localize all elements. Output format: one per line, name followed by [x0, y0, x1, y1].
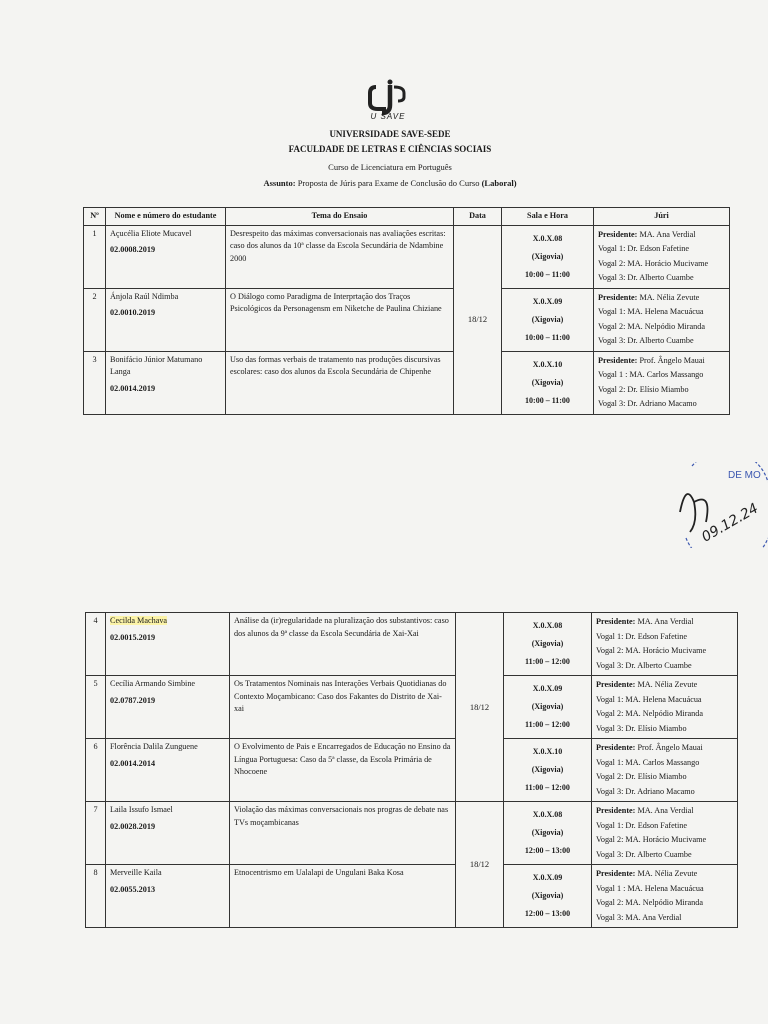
- student-cell: [106, 288, 226, 351]
- student-cell: [106, 351, 226, 414]
- student-name: Açucélia Eliote Mucavel: [110, 228, 192, 238]
- essay-theme: Análise da (ir)regularidade na pluralização dos substantivos: caso dos alunos da 9ª classe da Escola Secundária de Xai-Xai: [230, 613, 456, 676]
- logo-text: U SAVE: [370, 112, 406, 121]
- student-name: Cecília Armando Simbine: [110, 679, 196, 688]
- jury-vogal-1: Vogal 1: MA. Helena Macuácua: [596, 694, 702, 704]
- exam-date: 18/12: [454, 225, 502, 414]
- president-label: Presidente:: [598, 292, 638, 302]
- table-row: [86, 739, 738, 802]
- exam-time: 12:00 – 13:00: [524, 846, 571, 855]
- exam-time: 11:00 – 12:00: [525, 657, 570, 666]
- col-jury: Júri: [594, 208, 730, 226]
- exam-date: 18/12: [456, 802, 504, 928]
- room-code: X.0.X.09: [532, 873, 563, 882]
- room-code: X.0.X.08: [532, 233, 563, 243]
- student-id: 02.0008.2019: [110, 245, 156, 254]
- student-name: Merveille Kaila: [110, 868, 162, 877]
- jury-vogal-2: Vogal 2: MA. Nelpódio Miranda: [596, 709, 703, 718]
- jury-president: [598, 354, 725, 369]
- exam-time: 11:00 – 12:00: [525, 783, 570, 792]
- row-number: 6: [86, 739, 106, 802]
- jury-cell: [594, 288, 730, 351]
- essay-theme: Violação das máximas conversacionais nos progras de debate nas TVs moçambicanas: [230, 802, 456, 865]
- table-header-row: [84, 208, 730, 226]
- exam-time: 12:00 – 13:00: [524, 909, 571, 918]
- row-number: 7: [86, 802, 106, 865]
- student-id: 02.0010.2019: [110, 308, 156, 317]
- jury-vogal-2: Vogal 2: MA. Horácio Mucivame: [598, 258, 709, 268]
- row-number: 8: [86, 865, 106, 928]
- jury-cell: [594, 351, 730, 414]
- room-place: (Xigovia): [531, 639, 564, 648]
- president-label: Presidente:: [596, 680, 636, 689]
- jury-table-1: [83, 207, 730, 415]
- jury-vogal-1: Vogal 1: MA. Carlos Massango: [596, 757, 700, 767]
- room-place: (Xigovia): [531, 765, 564, 774]
- essay-theme: Os Tratamentos Nominais nas Interações Verbais Quotidianas do Contexto Moçambicano: Caso dos Fakantes do Distrito de Xai-xai: [230, 676, 456, 739]
- president-label: Presidente:: [596, 617, 636, 626]
- jury-vogal-2: Vogal 2: Dr. Elísio Miambo: [596, 772, 687, 781]
- president-name: MA. Ana Verdial: [637, 806, 694, 815]
- subject-label: Assunto:: [263, 178, 296, 188]
- jury-president: [596, 804, 733, 819]
- table-row: [84, 351, 730, 414]
- essay-theme: Uso das formas verbais de tratamento nas produções discursivas escolares: caso dos alunos da Escola Secundária de Chipenhe: [226, 351, 454, 414]
- exam-time: 10:00 – 11:00: [525, 395, 570, 405]
- room-code: X.0.X.09: [532, 684, 563, 693]
- room-place: (Xigovia): [531, 377, 564, 387]
- president-label: Presidente:: [598, 355, 638, 365]
- table-row: [86, 802, 738, 865]
- jury-vogal-2: Vogal 2: MA. Nelpódio Miranda: [598, 321, 705, 331]
- col-name: Nome e número do estudante: [106, 208, 226, 226]
- jury-cell: [592, 865, 738, 928]
- president-label: Presidente:: [598, 229, 638, 239]
- jury-vogal-3: Vogal 3: Dr. Adriano Macamo: [596, 786, 695, 796]
- signature-date: 09.12.24: [699, 500, 762, 546]
- student-cell: [106, 802, 230, 865]
- president-label: Presidente:: [596, 869, 636, 878]
- subject-mode: (Laboral): [481, 178, 517, 188]
- jury-vogal-3: Vogal 3: Dr. Alberto Cuambe: [596, 849, 692, 859]
- subject-text: Proposta de Júris para Exame de Conclusão do Curso: [297, 178, 480, 188]
- table-row: [86, 676, 738, 739]
- row-number: 1: [84, 225, 106, 288]
- exam-time: 10:00 – 11:00: [525, 332, 570, 342]
- subject-line: [180, 177, 600, 189]
- student-name: Laila Issufo Ismael: [110, 805, 173, 814]
- room-place: (Xigovia): [531, 828, 564, 837]
- col-n: Nº: [84, 208, 106, 226]
- table-row: [86, 865, 738, 928]
- faculty-name: FACULDADE DE LETRAS E CIÊNCIAS SOCIAIS: [288, 144, 492, 154]
- jury-table-2: [85, 612, 738, 928]
- exam-date: 18/12: [456, 613, 504, 802]
- student-id: 02.0787.2019: [110, 695, 156, 705]
- jury-vogal-3: Vogal 3: Dr. Alberto Cuambe: [596, 660, 692, 670]
- jury-vogal-3: Vogal 3: Dr. Alberto Cuambe: [598, 336, 694, 345]
- university-name: UNIVERSIDADE SAVE-SEDE: [329, 129, 451, 139]
- jury-vogal-3: Vogal 3: Dr. Elísio Miambo: [596, 723, 687, 733]
- jury-vogal-2: Vogal 2: MA. Horácio Mucivame: [596, 646, 707, 655]
- room-place: (Xigovia): [531, 702, 564, 711]
- jury-vogal-1: Vogal 1 : MA. Helena Macuácua: [596, 883, 704, 893]
- student-name: Ánjola Raúl Ndimba: [110, 291, 179, 301]
- row-number: 3: [84, 351, 106, 414]
- room-cell: [504, 613, 592, 676]
- jury-vogal-2: Vogal 2: MA. Horácio Mucivame: [596, 835, 707, 844]
- room-cell: [504, 802, 592, 865]
- room-cell: [502, 351, 594, 414]
- essay-theme: Etnocentrismo em Ualalapi de Ungulani Baka Kosa: [230, 865, 456, 928]
- room-cell: [502, 288, 594, 351]
- jury-vogal-1: Vogal 1: Dr. Edson Fafetine: [598, 244, 690, 253]
- stamp-text: DE MO: [728, 470, 761, 481]
- jury-president: [596, 615, 733, 630]
- president-name: Prof. Ângelo Mauai: [637, 743, 703, 752]
- jury-cell: [594, 225, 730, 288]
- jury-vogal-1: Vogal 1 : MA. Carlos Massango: [598, 370, 704, 379]
- president-label: Presidente:: [596, 743, 636, 752]
- jury-vogal-3: Vogal 3: MA. Ana Verdial: [596, 912, 682, 922]
- row-number: 5: [86, 676, 106, 739]
- jury-vogal-3: Vogal 3: Dr. Alberto Cuambe: [598, 273, 694, 282]
- student-cell: [106, 225, 226, 288]
- table-row: [84, 225, 730, 288]
- student-id: 02.0055.2013: [110, 884, 156, 894]
- room-code: X.0.X.08: [532, 810, 563, 819]
- essay-theme: Desrespeito das máximas conversacionais nas avaliações escritas: caso dos alunos da 10ª classe da Escola Secundária de Ndambine 2000: [226, 225, 454, 288]
- president-name: MA. Nélia Zevute: [639, 292, 700, 302]
- jury-vogal-1: Vogal 1: MA. Helena Macuácua: [598, 307, 704, 316]
- room-code: X.0.X.10: [532, 747, 563, 756]
- jury-president: [596, 741, 733, 756]
- room-code: X.0.X.09: [532, 296, 563, 306]
- jury-vogal-1: Vogal 1: Dr. Edson Fafetine: [596, 631, 688, 641]
- jury-president: [598, 291, 725, 306]
- col-date: Data: [454, 208, 502, 226]
- president-label: Presidente:: [596, 806, 636, 815]
- jury-vogal-2: Vogal 2: Dr. Elísio Miambo: [598, 384, 689, 394]
- jury-president: [596, 678, 733, 693]
- student-cell: [106, 739, 230, 802]
- jury-cell: [592, 802, 738, 865]
- student-name-highlighted: Cecilda Machava: [110, 616, 168, 625]
- jury-president: [598, 228, 725, 243]
- student-id: 02.0015.2019: [110, 632, 156, 642]
- room-place: (Xigovia): [531, 314, 564, 324]
- student-name: Bonifácio Júnior Matumano Langa: [110, 354, 203, 376]
- jury-vogal-1: Vogal 1: Dr. Edson Fafetine: [596, 820, 688, 830]
- president-name: MA. Ana Verdial: [637, 617, 694, 626]
- jury-cell: [592, 613, 738, 676]
- room-place: (Xigovia): [531, 251, 564, 261]
- jury-cell: [592, 676, 738, 739]
- table-row: [84, 288, 730, 351]
- room-cell: [504, 739, 592, 802]
- room-code: X.0.X.10: [532, 359, 563, 369]
- essay-theme: O Diálogo como Paradigma de Interprtação dos Traços Psicológicos da Personagensm em Niketche de Paulina Chiziane: [226, 288, 454, 351]
- essay-theme: O Evolvimento de Pais e Encarregados de Educação no Ensino da Língua Portuguesa: Caso da 5ª classe, da Escola Primária de Nhocoene: [230, 739, 456, 802]
- jury-president: [596, 867, 733, 882]
- student-id: 02.0028.2019: [110, 821, 156, 831]
- president-name: Prof. Ângelo Mauai: [639, 355, 705, 365]
- student-cell: [106, 613, 230, 676]
- president-name: MA. Nélia Zevute: [637, 869, 698, 878]
- col-theme: Tema do Ensaio: [226, 208, 454, 226]
- exam-time: 10:00 – 11:00: [525, 269, 570, 279]
- room-cell: [504, 865, 592, 928]
- row-number: 2: [84, 288, 106, 351]
- col-room: Sala e Hora: [502, 208, 594, 226]
- room-cell: [504, 676, 592, 739]
- room-place: (Xigovia): [531, 891, 564, 900]
- jury-vogal-3: Vogal 3: Dr. Adriano Macamo: [598, 399, 697, 408]
- student-id: 02.0014.2019: [110, 383, 156, 393]
- president-name: MA. Ana Verdial: [639, 229, 696, 239]
- jury-cell: [592, 739, 738, 802]
- official-stamp: [672, 462, 768, 548]
- exam-time: 11:00 – 12:00: [525, 720, 570, 729]
- row-number: 4: [86, 613, 106, 676]
- student-cell: [106, 865, 230, 928]
- student-id: 02.0014.2014: [110, 758, 156, 768]
- room-cell: [502, 225, 594, 288]
- student-cell: [106, 676, 230, 739]
- course-name: Curso de Licenciatura em Português: [328, 162, 452, 172]
- table-row: [86, 613, 738, 676]
- president-name: MA. Nélia Zevute: [637, 680, 698, 689]
- room-code: X.0.X.08: [532, 621, 563, 630]
- student-name: Florência Dalila Zunguene: [110, 742, 198, 751]
- jury-vogal-2: Vogal 2: MA. Nelpódio Miranda: [596, 898, 703, 907]
